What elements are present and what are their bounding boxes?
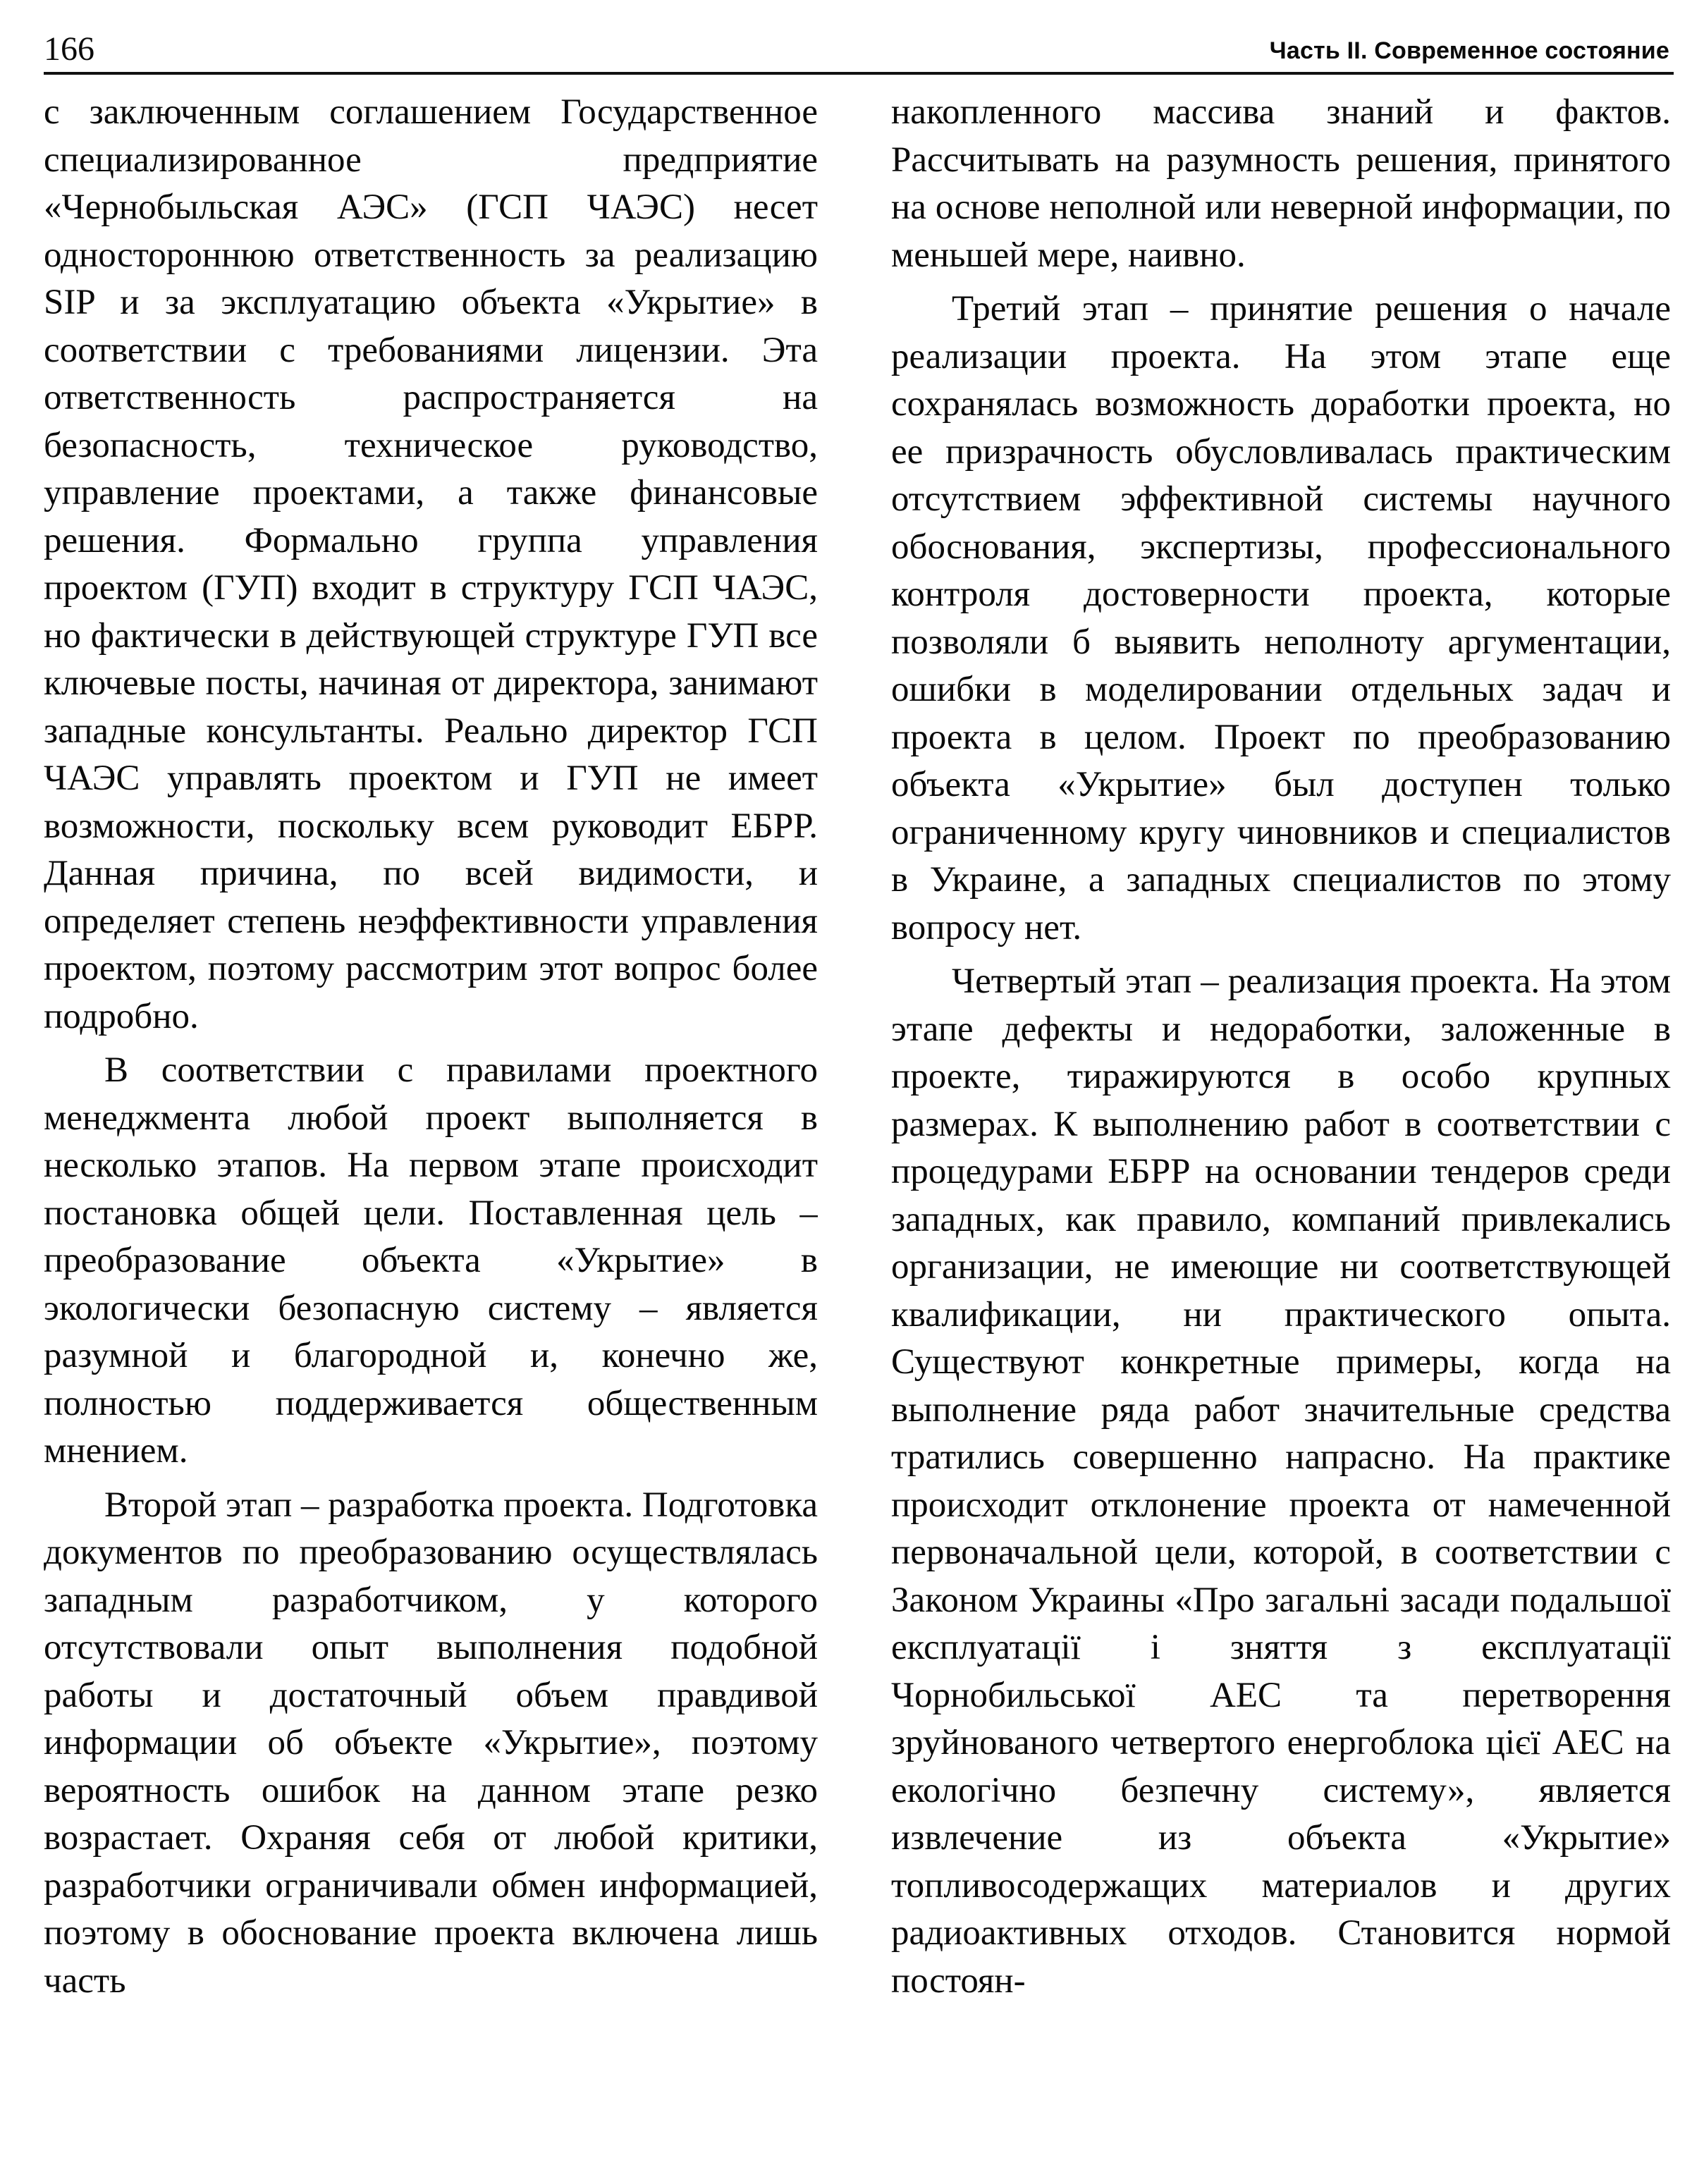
paragraph: Четвертый этап – реализация проекта. На этом этапе дефекты и недоработки, заложенные в проекте, тиражируются в особо крупных размерах. К выполнению работ в соответствии с процедурами ЕБРР на основании тендеров среди западных, как правило, компаний привлекались организации, не имеющие ни соответствующей квалификации, ни практического опыта. Существуют конкретные примеры, когда на выполнение ряда работ значительные средства тратились совершенно напрасно. На практике происходит отклонение проекта от намеченной первоначальной цели, которой, в соответствии с Законом Украины «Про загальні засади подальшої експлуатації і зняття з експлуатації Чорнобильської АЕС та перетворення зруйнованого четвертого енергоблока цієї АЕС на екологічно безпечну систему», является извлечение из объекта «Укрытие» топливосодержащих материалов и других радиоактивных отходов. Становится нормой постоян- [891,962,1671,2001]
paragraph: накопленного массива знаний и фактов. Рассчитывать на разумность решения, принятого на основе неполной или неверной информации, по меньшей мере, наивно. [891,92,1671,275]
page-number: 166 [44,30,94,68]
paragraph: В соответствии с правилами проектного менеджмента любой проект выполняется в несколько этапов. На первом этапе происходит постановка общей цели. Поставленная цель – преобразование объекта «Укрытие» в экологически безопасную систему – является разумной и благородной и, конечно же, полностью поддерживается общественным мнением. [44,1050,818,1471]
book-page [44,28,1674,2164]
running-header [44,28,1674,75]
section-title: Часть II. Современное состояние [1269,37,1669,64]
right-column [891,89,1671,2154]
left-column [44,89,818,2154]
paragraph: Третий этап – принятие решения о начале реализации проекта. На этом этапе еще сохранялась возможность доработки проекта, но ее призрачность обусловливалась практическим отсутствием эффективной системы научного обоснования, экспертизы, профессионального контроля достоверности проекта, которые позволяли б выявить неполноту аргументации, ошибки в моделировании отдельных задач и проекта в целом. Проект по преобразованию объекта «Укрытие» был доступен только ограниченному кругу чиновников и специалистов в Украине, а западных специалистов по этому вопросу нет. [891,289,1671,947]
paragraph: Второй этап – разработка проекта. Подготовка документов по преобразованию осуществлялась западным разработчиком, у которого отсутствовали опыт выполнения подобной работы и достаточный объем правдивой информации об объекте «Укрытие», поэтому вероятность ошибок на данном этапе резко возрастает. Охраняя себя от любой критики, разработчики ограничивали обмен информацией, поэтому в обоснование проекта включена лишь часть [44,1485,818,2001]
paragraph: с заключенным соглашением Государственное специализированное предприятие «Чернобыльская АЭС» (ГСП ЧАЭС) несет одностороннюю ответственность за реализацию SIP и за эксплуатацию объекта «Укрытие» в соответствии с требованиями лицензии. Эта ответственность распространяется на безопасность, техническое руководство, управление проектами, а также финансовые решения. Формально группа управления проектом (ГУП) входит в структуру ГСП ЧАЭС, но фактически в действующей структуре ГУП все ключевые посты, начиная от директора, занимают западные консультанты. Реально директор ГСП ЧАЭС управлять проектом и ГУП не имеет возможности, поскольку всем руководит ЕБРР. Данная причина, по всей видимости, и определяет степень неэффективности управления проектом, поэтому рассмотрим этот вопрос более подробно. [44,92,818,1036]
text-columns [44,89,1674,2154]
